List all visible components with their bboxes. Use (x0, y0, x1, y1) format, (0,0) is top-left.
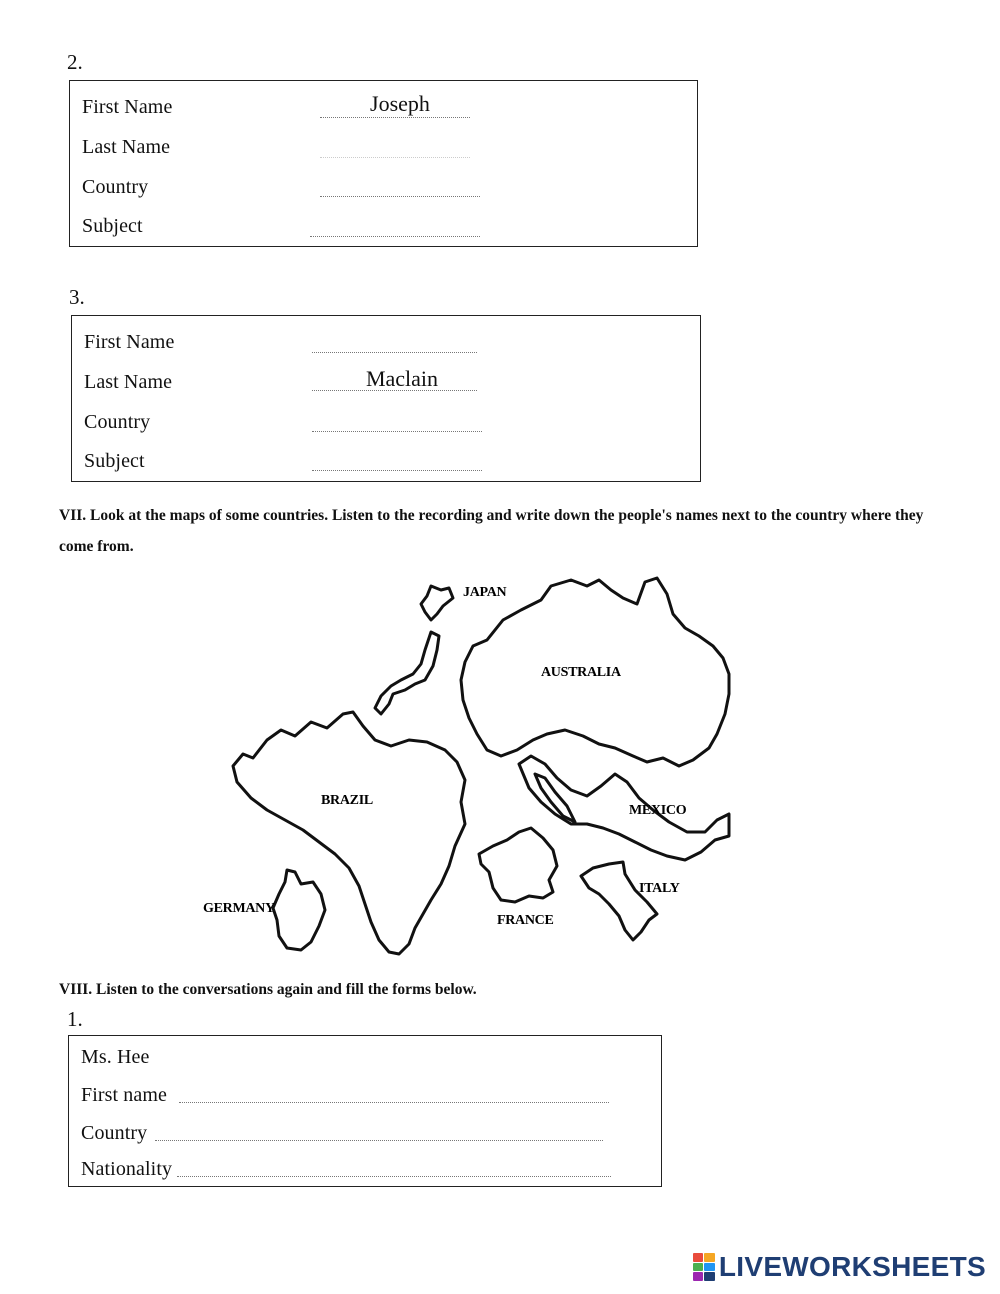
form-3-field-subject[interactable] (312, 470, 482, 471)
form-2-field-subject[interactable] (310, 236, 480, 237)
form-3-field-first-name[interactable] (312, 352, 477, 353)
form-2 (69, 80, 698, 247)
japan-shape-2 (375, 632, 439, 714)
liveworksheets-brand[interactable] (693, 1250, 986, 1284)
form-2-label-first-name: First Name (82, 96, 173, 118)
liveworksheets-brand-text: LIVEWORKSHEETS (718, 1251, 986, 1282)
form-1-field-nationality[interactable] (177, 1176, 611, 1177)
map-label-mexico: MEXICO (629, 803, 687, 818)
form-2-label-last-name: Last Name (82, 136, 171, 158)
map-label-brazil: BRAZIL (321, 793, 373, 808)
form-1-label-country: Country (81, 1122, 148, 1144)
form-3-field-country[interactable] (312, 431, 482, 432)
map-label-australia: AUSTRALIA (541, 665, 621, 680)
form-3-label-country: Country (84, 411, 151, 433)
form-1-field-country[interactable] (155, 1140, 603, 1141)
form-2-field-country[interactable] (320, 196, 480, 197)
form-3 (71, 315, 701, 482)
form-3-label-first-name: First Name (84, 331, 175, 353)
form-1-header: Ms. Hee (81, 1046, 150, 1068)
section-7-instruction: VII. Look at the maps of some countries. Listen to the recording and write down the people's names next to the country where they come from. (59, 507, 924, 555)
form-3-answer-last-name: Maclain (365, 366, 439, 391)
section-8-instruction: VIII. Listen to the conversations again and fill the forms below. (59, 981, 477, 998)
map-label-france: FRANCE (497, 913, 554, 928)
form-2-field-first-name[interactable] (320, 117, 470, 118)
japan-shape (421, 586, 453, 620)
form-2-answer-first-name: Joseph (370, 91, 430, 116)
map-label-germany: GERMANY (203, 901, 275, 916)
map-label-italy: ITALY (639, 881, 680, 896)
map-label-japan: JAPAN (463, 585, 507, 600)
form-2-label-country: Country (82, 176, 149, 198)
form-2-number: 2. (67, 50, 83, 74)
form-2-label-subject: Subject (82, 215, 143, 237)
liveworksheets-logo-icon (693, 1253, 715, 1281)
form-2-field-last-name[interactable] (320, 157, 470, 158)
italy-shape (581, 862, 657, 940)
form-3-number: 3. (69, 285, 85, 309)
france-shape (479, 828, 557, 902)
brazil-shape (233, 712, 465, 954)
form-1-field-first-name[interactable] (179, 1102, 609, 1103)
form-3-field-last-name[interactable] (312, 390, 477, 391)
mexico-shape (519, 756, 729, 860)
form-1-number: 1. (67, 1007, 83, 1031)
form-1-label-first-name: First name (81, 1084, 167, 1106)
form-3-label-subject: Subject (84, 450, 145, 472)
form-1 (68, 1035, 662, 1187)
form-3-label-last-name: Last Name (84, 371, 173, 393)
countries-map (195, 570, 755, 970)
germany-shape (273, 870, 325, 950)
form-1-label-nationality: Nationality (81, 1158, 173, 1180)
